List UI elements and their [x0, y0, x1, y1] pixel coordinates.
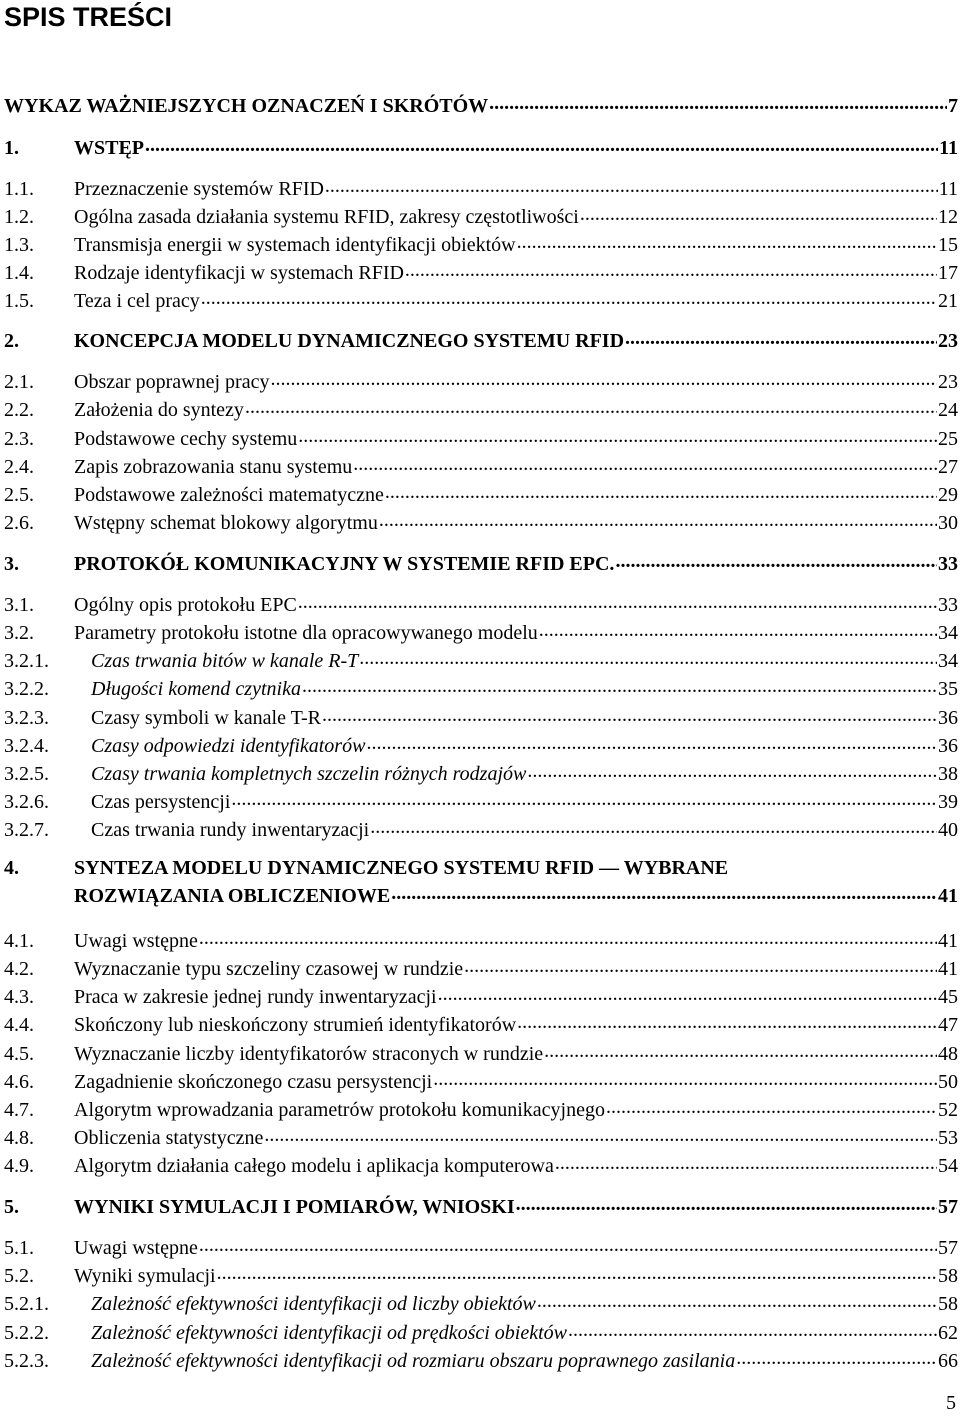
toc-leader: [201, 287, 937, 307]
toc-entry: [4, 591, 958, 617]
toc-leader: [527, 760, 937, 780]
toc-page: 23: [938, 371, 958, 393]
toc-number: 4.1.: [4, 930, 34, 952]
toc-leader: [625, 327, 937, 347]
toc-page: 66: [938, 1350, 958, 1372]
toc-entry: [4, 327, 958, 353]
toc-page: 33: [938, 594, 958, 616]
toc-title: Uwagi wstępne: [74, 930, 198, 952]
toc-number: 5.2.: [4, 1265, 34, 1287]
toc-number: 4.7.: [4, 1099, 34, 1121]
toc-title: Wyznaczanie typu szczeliny czasowej w rundzie: [74, 958, 464, 980]
toc-entry: [4, 1347, 958, 1373]
toc-title: Ogólna zasada działania systemu RFID, zakresy częstotliwości: [74, 206, 579, 228]
toc-page: 58: [938, 1293, 958, 1315]
toc-entry: [4, 1068, 958, 1094]
toc-title: Podstawowe zależności matematyczne: [74, 484, 384, 506]
toc-title: PROTOKÓŁ KOMUNIKACYJNY W SYSTEMIE RFID EPC.: [74, 553, 615, 575]
toc-number: 5.2.3.: [4, 1350, 49, 1372]
toc-leader: [433, 1068, 937, 1088]
toc-number: 2.: [4, 330, 19, 352]
toc-title: Czas trwania bitów w kanale R-T: [91, 650, 359, 672]
toc-entry: [4, 1234, 958, 1260]
toc-entry: [4, 1262, 958, 1288]
toc-title: Obszar poprawnej pracy: [74, 371, 270, 393]
toc-page: 50: [938, 1071, 958, 1093]
toc-leader: [199, 1234, 937, 1254]
toc-entry: [4, 816, 958, 842]
toc-page: 54: [938, 1155, 958, 1177]
toc-leader: [736, 1347, 937, 1367]
toc-entry: [4, 287, 958, 313]
toc-title: Zależność efektywności identyfikacji od prędkości obiektów: [91, 1322, 567, 1344]
toc-leader: [366, 732, 937, 752]
toc-entry: [4, 704, 958, 730]
toc-leader: [391, 882, 937, 902]
toc-number: 3.2.6.: [4, 791, 49, 813]
toc-entry: [4, 509, 958, 535]
toc-title: Czasy trwania kompletnych szczelin różnych rodzajów: [91, 763, 527, 785]
toc-page: 30: [938, 512, 958, 534]
toc-number: 2.6.: [4, 512, 34, 534]
toc-leader: [615, 550, 937, 570]
toc-leader: [231, 788, 937, 808]
toc-leader: [568, 1319, 937, 1339]
toc-page: 11: [939, 137, 958, 159]
toc-leader: [544, 1040, 937, 1060]
toc-entry: [4, 619, 958, 645]
toc-entry: [4, 647, 958, 673]
toc-number: 5.: [4, 1196, 19, 1218]
toc-title-line-with-page: [74, 882, 958, 908]
toc-page: 15: [938, 234, 958, 256]
toc-page: 35: [938, 678, 958, 700]
toc-number: 2.5.: [4, 484, 34, 506]
toc-title: KONCEPCJA MODELU DYNAMICZNEGO SYSTEMU RFID: [74, 330, 625, 352]
toc-leader: [580, 203, 937, 223]
toc-number: 4.2.: [4, 958, 34, 980]
toc-number: 1.5.: [4, 290, 34, 312]
toc-leader: [270, 368, 937, 388]
toc-page: 24: [938, 399, 958, 421]
toc-page: 17: [938, 262, 958, 284]
toc-title: WYKAZ WAŻNIEJSZYCH OZNACZEŃ I SKRÓTÓW: [4, 95, 489, 117]
toc-title: Wyniki symulacji: [74, 1265, 216, 1287]
toc-leader: [264, 1124, 937, 1144]
toc-leader: [298, 591, 937, 611]
toc-page: 48: [938, 1043, 958, 1065]
toc-page: 36: [938, 707, 958, 729]
toc-number: 2.1.: [4, 371, 34, 393]
toc-entry: [4, 1124, 958, 1150]
toc-page: 29: [938, 484, 958, 506]
toc-entry: [4, 1152, 958, 1178]
toc-number: 4.4.: [4, 1014, 34, 1036]
toc-number: 3.2.7.: [4, 819, 49, 841]
toc-title: Rodzaje identyfikacji w systemach RFID: [74, 262, 404, 284]
toc-page: 40: [938, 819, 958, 841]
toc-title: Podstawowe cechy systemu: [74, 428, 298, 450]
toc-entry: [4, 425, 958, 451]
toc-entry: [4, 983, 958, 1009]
toc-page: 52: [938, 1099, 958, 1121]
toc-title: Przeznaczenie systemów RFID: [74, 178, 324, 200]
toc-leader: [322, 704, 937, 724]
page-title: SPIS TREŚCI: [4, 2, 173, 32]
toc-title: Uwagi wstępne: [74, 1237, 198, 1259]
toc-number: 2.4.: [4, 456, 34, 478]
toc-title: Czasy odpowiedzi identyfikatorów: [91, 735, 366, 757]
toc-page: 57: [938, 1237, 958, 1259]
toc-number: 4.5.: [4, 1043, 34, 1065]
toc-page: 25: [938, 428, 958, 450]
toc-page: 58: [938, 1265, 958, 1287]
toc-page: 34: [938, 622, 958, 644]
toc-number: 4.6.: [4, 1071, 34, 1093]
toc-entry: [4, 760, 958, 786]
toc-page: 38: [938, 763, 958, 785]
toc-leader: [405, 259, 937, 279]
toc-number: 5.1.: [4, 1237, 34, 1259]
toc-title: Zagadnienie skończonego czasu persystencji: [74, 1071, 433, 1093]
toc-leader: [325, 175, 938, 195]
toc-number: 4.9.: [4, 1155, 34, 1177]
toc-entry: [4, 1011, 958, 1037]
toc-number: 1.3.: [4, 234, 34, 256]
toc-leader: [537, 1290, 937, 1310]
toc-title: Założenia do syntezy: [74, 399, 244, 421]
toc-entry: [4, 453, 958, 479]
toc-title: Zależność efektywności identyfikacji od liczby obiektów: [91, 1293, 536, 1315]
toc-title: Zapis zobrazowania stanu systemu: [74, 456, 353, 478]
toc-number: 3.: [4, 553, 19, 575]
toc-leader: [379, 509, 937, 529]
toc-page: 39: [938, 791, 958, 813]
toc-page: 41: [938, 958, 958, 980]
toc-number: 2.3.: [4, 428, 34, 450]
toc-title: Transmisja energii w systemach identyfikacji obiektów: [74, 234, 516, 256]
toc-title-wrapped: [74, 857, 958, 908]
toc-number: 4.3.: [4, 986, 34, 1008]
toc-entry: [4, 732, 958, 758]
toc-page: 57: [938, 1196, 958, 1218]
toc-leader: [516, 1193, 937, 1213]
toc-leader: [464, 955, 937, 975]
toc-leader: [517, 231, 937, 251]
toc-number: 3.1.: [4, 594, 34, 616]
toc-leader: [370, 816, 937, 836]
toc-title-line: SYNTEZA MODELU DYNAMICZNEGO SYSTEMU RFID — WYBRANE: [74, 857, 729, 879]
toc-number: 3.2.1.: [4, 650, 49, 672]
toc-title: Wyznaczanie liczby identyfikatorów straconych w rundzie: [74, 1043, 544, 1065]
toc-title: Czasy symboli w kanale T-R: [91, 707, 321, 729]
toc-page: 47: [938, 1014, 958, 1036]
toc-entry: [4, 857, 958, 913]
toc-leader: [438, 983, 937, 1003]
toc-title: Algorytm wprowadzania parametrów protokołu komunikacyjnego: [74, 1099, 605, 1121]
toc-page: 41: [938, 930, 958, 952]
toc-page: 11: [938, 178, 958, 200]
toc-number: 2.2.: [4, 399, 34, 421]
toc-leader: [217, 1262, 937, 1282]
toc-title: Czas persystencji: [91, 791, 231, 813]
toc-entry: [4, 259, 958, 285]
toc-page: 53: [938, 1127, 958, 1149]
toc-leader: [359, 647, 937, 667]
toc-title: Praca w zakresie jednej rundy inwentaryzacji: [74, 986, 437, 1008]
toc-number: 3.2.4.: [4, 735, 49, 757]
toc-title: ROZWIĄZANIA OBLICZENIOWE: [74, 885, 391, 907]
toc-leader: [145, 134, 938, 154]
toc-page: 34: [938, 650, 958, 672]
toc-number: 5.2.1.: [4, 1293, 49, 1315]
toc-entry: [4, 927, 958, 953]
toc-title: Skończony lub nieskończony strumień identyfikatorów: [74, 1014, 517, 1036]
toc-number: 3.2.5.: [4, 763, 49, 785]
toc-page: 7: [948, 95, 958, 117]
toc-leader: [555, 1152, 937, 1172]
toc-title: Ogólny opis protokołu EPC: [74, 594, 297, 616]
toc-page: 41: [938, 885, 958, 907]
toc-entry: [4, 1290, 958, 1316]
toc-title: Obliczenia statystyczne: [74, 1127, 264, 1149]
toc-entry: [4, 368, 958, 394]
toc-entry: [4, 955, 958, 981]
toc-page: 23: [938, 330, 958, 352]
page-number: 5: [946, 1392, 956, 1414]
toc-entry: [4, 675, 958, 701]
toc-leader: [199, 927, 937, 947]
toc-leader: [489, 92, 947, 112]
toc-title: Zależność efektywności identyfikacji od rozmiaru obszaru poprawnego zasilania: [91, 1350, 736, 1372]
toc-title: Czas trwania rundy inwentaryzacji: [91, 819, 370, 841]
toc-entry: [4, 175, 958, 201]
toc-leader: [385, 481, 937, 501]
toc-number: 4.: [4, 857, 19, 879]
toc-page: 27: [938, 456, 958, 478]
toc-number: 1.1.: [4, 178, 34, 200]
toc-leader: [298, 425, 937, 445]
toc-entry: [4, 231, 958, 257]
toc-number: 1.4.: [4, 262, 34, 284]
toc-title: Algorytm działania całego modelu i aplikacja komputerowa: [74, 1155, 554, 1177]
toc-page: 21: [938, 290, 958, 312]
toc-entry: [4, 1096, 958, 1122]
toc-leader: [539, 619, 937, 639]
toc-entry: [4, 550, 958, 576]
toc-title: Długości komend czytnika: [91, 678, 301, 700]
toc-entry: [4, 92, 958, 118]
toc-entry: [4, 481, 958, 507]
toc-number: 1.2.: [4, 206, 34, 228]
toc-title: WSTĘP: [74, 137, 145, 159]
toc-number: 3.2.3.: [4, 707, 49, 729]
toc-entry: [4, 788, 958, 814]
toc-entry: [4, 396, 958, 422]
toc-page: 12: [938, 206, 958, 228]
toc-number: 1.: [4, 137, 19, 159]
toc-leader: [517, 1011, 937, 1031]
toc-page: 62: [938, 1322, 958, 1344]
toc-entry: [4, 134, 958, 160]
toc-title: Teza i cel pracy: [74, 290, 200, 312]
toc-entry: [4, 1193, 958, 1219]
toc-page: 45: [938, 986, 958, 1008]
toc-leader: [245, 396, 937, 416]
toc-leader: [606, 1096, 937, 1116]
toc-title: WYNIKI SYMULACJI I POMIARÓW, WNIOSKI: [74, 1196, 515, 1218]
toc-title: Wstępny schemat blokowy algorytmu: [74, 512, 378, 534]
toc-number: 5.2.2.: [4, 1322, 49, 1344]
toc-number: 4.8.: [4, 1127, 34, 1149]
toc-number: 3.2.2.: [4, 678, 49, 700]
toc-page: 36: [938, 735, 958, 757]
toc-number: 3.2.: [4, 622, 34, 644]
toc-leader: [353, 453, 937, 473]
toc-leader: [302, 675, 937, 695]
toc-entry: [4, 1319, 958, 1345]
toc-page: 33: [938, 553, 958, 575]
toc-entry: [4, 203, 958, 229]
toc-entry: [4, 1040, 958, 1066]
toc-title: Parametry protokołu istotne dla opracowywanego modelu: [74, 622, 538, 644]
